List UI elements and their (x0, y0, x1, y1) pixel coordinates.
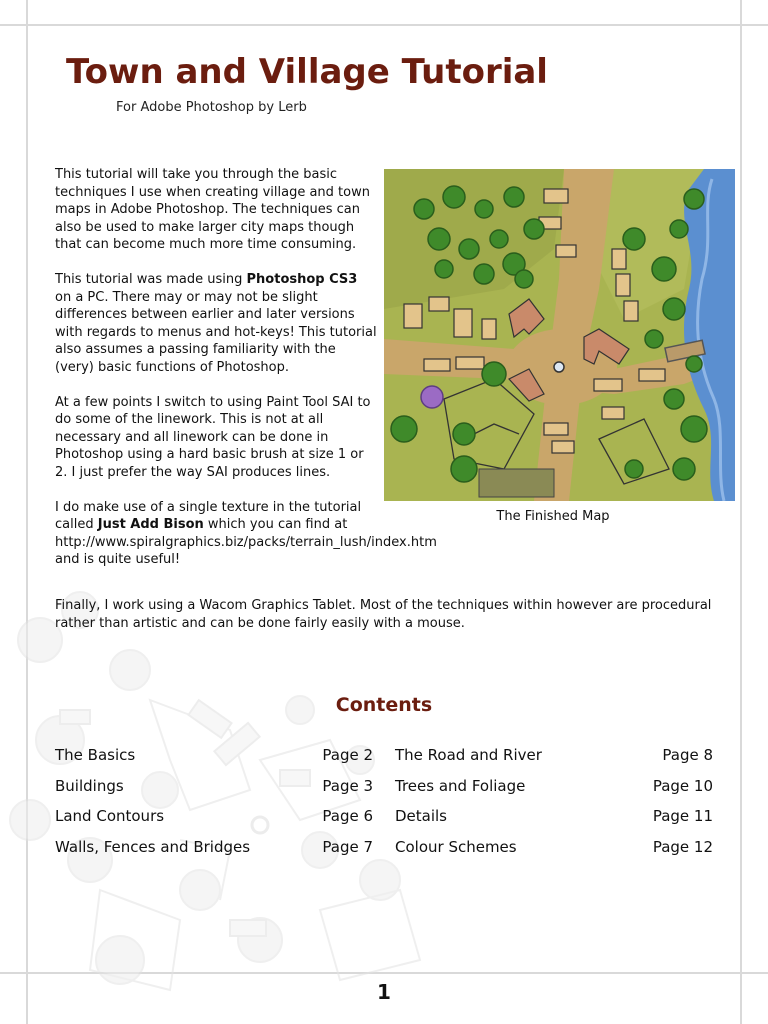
map-caption: The Finished Map (496, 509, 610, 524)
toc-left-column (55, 746, 373, 868)
frame-line-top (0, 24, 768, 26)
toc-page: Page 10 (652, 776, 713, 795)
toc-entry-road-and-river[interactable] (395, 746, 713, 777)
toc-entry-the-basics[interactable] (55, 746, 373, 777)
toc-page: Page 11 (652, 807, 713, 825)
closing-paragraph: Finally, I work using a Wacom Graphics Tablet. Most of the techniques within however are procedural rather than artistic and can be done fairly easily with a mouse. (55, 598, 712, 631)
toc-right-column (395, 746, 713, 868)
toc-entry-colour-schemes[interactable] (395, 838, 713, 869)
toc-label: Details (395, 807, 448, 825)
toc-label: Land Contours (55, 807, 165, 825)
page-title: Town and Village Tutorial (66, 52, 548, 92)
toc-label: Buildings (55, 776, 124, 795)
page-number: 1 (377, 980, 391, 1004)
intro-paragraph-3: At a few points I switch to using Paint Tool SAI to do some of the linework. This is not at all necessary and all linework can be done in Photoshop using a hard basic brush at size 1 or 2. I just prefer the way SAI produces lines. (55, 394, 371, 480)
toc-page: Page 2 (322, 746, 373, 764)
intro-paragraph-4 (55, 499, 437, 569)
texture-name: Just Add Bison (97, 517, 204, 532)
toc-label: The Road and River (395, 746, 542, 764)
intro-p4-text: I do make use of a single texture in the tutorial called (55, 499, 362, 532)
toc-page: Page 8 (662, 746, 713, 764)
toc-entry-land-contours[interactable] (55, 807, 373, 838)
toc-page: Page 6 (322, 807, 373, 825)
toc-page: Page 12 (652, 837, 713, 856)
toc-label: Trees and Foliage (395, 776, 526, 795)
toc-label: Colour Schemes (395, 837, 517, 856)
contents-title: Contents (335, 694, 433, 716)
toc-page: Page 3 (322, 776, 373, 795)
finished-map-image (384, 169, 735, 501)
toc-page: Page 7 (322, 837, 373, 856)
toc-label: Walls, Fences and Bridges (55, 837, 251, 856)
intro-paragraph-1: This tutorial will take you through the basic techniques I use when creating village and town maps in Adobe Photoshop. The techniques can also be used to make larger city maps though that can become much more time consuming. (55, 167, 370, 252)
toc-entry-trees-and-foliage[interactable] (395, 777, 713, 808)
photoshop-version: Photoshop CS3 (246, 272, 358, 287)
intro-p2-text: This tutorial was made using (55, 272, 247, 287)
intro-p4-rest: which you can find at http://www.spiralgraphics.biz/packs/terrain_lush/index.htm and is quite useful! (55, 517, 437, 567)
subtitle: For Adobe Photoshop by Lerb (116, 100, 307, 115)
toc-label: The Basics (55, 746, 136, 764)
intro-text (55, 166, 437, 586)
intro-p2-rest: on a PC. There may or may not be slight differences between earlier and later versions with regards to menus and hot-keys! This tutorial also assumes a passing familiarity with the (very) basic functions of Photoshop. (55, 289, 377, 375)
toc-entry-buildings[interactable] (55, 777, 373, 808)
toc-entry-details[interactable] (395, 807, 713, 838)
toc-entry-walls-fences-bridges[interactable] (55, 838, 373, 869)
intro-paragraph-2 (55, 271, 377, 376)
